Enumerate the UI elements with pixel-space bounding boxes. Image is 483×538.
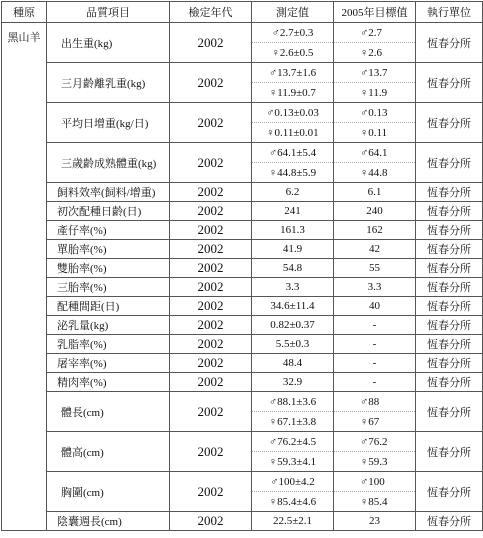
table-row	[2, 23, 483, 63]
target-cell: 55	[334, 259, 416, 278]
value-cell	[252, 103, 334, 143]
table-row	[2, 143, 483, 183]
table-row	[2, 259, 483, 278]
value-cell	[252, 392, 334, 432]
year-cell: 2002	[170, 259, 252, 278]
female-value: ♀67.1±3.8	[268, 415, 317, 428]
item-cell: 平均日增重(kg/日)	[47, 103, 170, 143]
male-value: ♂100±4.2	[252, 472, 333, 492]
value-cell	[252, 63, 334, 103]
item-cell: 產仔率(%)	[47, 221, 170, 240]
item-cell: 初次配種日齡(日)	[47, 202, 170, 221]
female-value: ♀44.8±5.9	[268, 166, 317, 179]
unit-cell: 恆春分所	[416, 373, 483, 392]
year-cell: 2002	[170, 316, 252, 335]
year-cell: 2002	[170, 240, 252, 259]
item-cell: 三胎率(%)	[47, 278, 170, 297]
male-target: ♂100	[334, 472, 415, 492]
value-cell	[252, 23, 334, 63]
item-cell: 三歲齡成熟體重(kg)	[47, 143, 170, 183]
table-row	[2, 103, 483, 143]
table-row	[2, 316, 483, 335]
item-cell: 體高(cm)	[47, 432, 170, 472]
year-cell: 2002	[170, 23, 252, 63]
year-cell: 2002	[170, 472, 252, 512]
table-row	[2, 297, 483, 316]
table-row	[2, 392, 483, 432]
unit-cell: 恆春分所	[416, 316, 483, 335]
item-cell: 雙胎率(%)	[47, 259, 170, 278]
value-cell: 34.6±11.4	[252, 297, 334, 316]
header-breed: 種原	[2, 2, 47, 23]
male-target: ♂2.7	[334, 23, 415, 43]
year-cell: 2002	[170, 143, 252, 183]
table-row	[2, 354, 483, 373]
goat-quality-table	[1, 1, 483, 531]
table-row	[2, 278, 483, 297]
unit-cell: 恆春分所	[416, 354, 483, 373]
unit-cell: 恆春分所	[416, 183, 483, 202]
unit-cell: 恆春分所	[416, 63, 483, 103]
target-cell	[334, 63, 416, 103]
item-cell: 屠宰率(%)	[47, 354, 170, 373]
male-target: ♂13.7	[334, 63, 415, 83]
target-cell: 162	[334, 221, 416, 240]
target-cell: 40	[334, 297, 416, 316]
value-cell: 0.82±0.37	[252, 316, 334, 335]
unit-cell: 恆春分所	[416, 221, 483, 240]
year-cell: 2002	[170, 297, 252, 316]
target-cell: 240	[334, 202, 416, 221]
value-cell: 3.3	[252, 278, 334, 297]
header-item: 品質項目	[47, 2, 170, 23]
male-target: ♂88	[334, 392, 415, 412]
year-cell: 2002	[170, 512, 252, 531]
item-cell: 體長(cm)	[47, 392, 170, 432]
item-cell: 陰囊週長(cm)	[47, 512, 170, 531]
target-cell: 6.1	[334, 183, 416, 202]
unit-cell: 恆春分所	[416, 240, 483, 259]
item-cell: 精肉率(%)	[47, 373, 170, 392]
unit-cell: 恆春分所	[416, 202, 483, 221]
male-value: ♂0.13±0.03	[252, 103, 333, 123]
female-value: ♀2.6±0.5	[271, 46, 314, 59]
item-cell: 胸圍(cm)	[47, 472, 170, 512]
table-row	[2, 202, 483, 221]
value-cell	[252, 472, 334, 512]
item-cell: 單胎率(%)	[47, 240, 170, 259]
value-cell: 161.3	[252, 221, 334, 240]
female-value: ♀0.11±0.01	[266, 126, 319, 139]
male-value: ♂2.7±0.3	[252, 23, 333, 43]
value-cell	[252, 432, 334, 472]
value-cell: 48.4	[252, 354, 334, 373]
female-target: ♀0.11	[360, 126, 388, 139]
unit-cell: 恆春分所	[416, 512, 483, 531]
year-cell: 2002	[170, 354, 252, 373]
target-cell: 42	[334, 240, 416, 259]
value-cell: 241	[252, 202, 334, 221]
value-cell	[252, 143, 334, 183]
unit-cell: 恆春分所	[416, 297, 483, 316]
value-cell: 22.5±2.1	[252, 512, 334, 531]
item-cell: 泌乳量(kg)	[47, 316, 170, 335]
target-cell: -	[334, 373, 416, 392]
female-value: ♀11.9±0.7	[269, 86, 316, 99]
year-cell: 2002	[170, 221, 252, 240]
table-row	[2, 432, 483, 472]
unit-cell: 恆春分所	[416, 259, 483, 278]
year-cell: 2002	[170, 63, 252, 103]
item-cell: 出生重(kg)	[47, 23, 170, 63]
target-cell: -	[334, 316, 416, 335]
value-cell: 41.9	[252, 240, 334, 259]
year-cell: 2002	[170, 202, 252, 221]
female-target: ♀67	[360, 415, 380, 428]
female-value: ♀59.3±4.1	[268, 455, 317, 468]
target-cell: 3.3	[334, 278, 416, 297]
header-unit: 執行單位	[416, 2, 483, 23]
value-cell: 54.8	[252, 259, 334, 278]
male-target: ♂64.1	[334, 143, 415, 163]
unit-cell: 恆春分所	[416, 335, 483, 354]
target-cell: -	[334, 354, 416, 373]
unit-cell: 恆春分所	[416, 143, 483, 183]
breed-cell: 黑山羊	[2, 23, 47, 531]
female-value: ♀85.4±4.6	[268, 495, 317, 508]
table-row	[2, 240, 483, 259]
unit-cell: 恆春分所	[416, 23, 483, 63]
year-cell: 2002	[170, 392, 252, 432]
female-target: ♀2.6	[360, 46, 382, 59]
male-target: ♂76.2	[334, 432, 415, 452]
item-cell: 配種間距(日)	[47, 297, 170, 316]
target-cell	[334, 432, 416, 472]
target-cell	[334, 392, 416, 432]
target-cell	[334, 143, 416, 183]
unit-cell: 恆春分所	[416, 392, 483, 432]
value-cell: 32.9	[252, 373, 334, 392]
unit-cell: 恆春分所	[416, 432, 483, 472]
table-row	[2, 373, 483, 392]
male-value: ♂88.1±3.6	[252, 392, 333, 412]
male-target: ♂0.13	[334, 103, 415, 123]
table-row	[2, 183, 483, 202]
year-cell: 2002	[170, 432, 252, 472]
item-cell: 乳脂率(%)	[47, 335, 170, 354]
target-cell	[334, 103, 416, 143]
target-cell	[334, 23, 416, 63]
male-value: ♂76.2±4.5	[252, 432, 333, 452]
target-cell: -	[334, 335, 416, 354]
table-body	[2, 23, 483, 531]
header-year: 檢定年代	[170, 2, 252, 23]
table-row	[2, 512, 483, 531]
item-cell: 三月齡離乳重(kg)	[47, 63, 170, 103]
header-value: 測定值	[252, 2, 334, 23]
female-target: ♀85.4	[360, 495, 388, 508]
header-row	[2, 2, 483, 23]
male-value: ♂64.1±5.4	[252, 143, 333, 163]
unit-cell: 恆春分所	[416, 103, 483, 143]
male-value: ♂13.7±1.6	[252, 63, 333, 83]
value-cell: 5.5±0.3	[252, 335, 334, 354]
value-cell: 6.2	[252, 183, 334, 202]
table-row	[2, 472, 483, 512]
table-row	[2, 221, 483, 240]
year-cell: 2002	[170, 183, 252, 202]
year-cell: 2002	[170, 103, 252, 143]
female-target: ♀44.8	[360, 166, 388, 179]
year-cell: 2002	[170, 373, 252, 392]
target-cell	[334, 472, 416, 512]
table-row	[2, 63, 483, 103]
unit-cell: 恆春分所	[416, 472, 483, 512]
female-target: ♀59.3	[360, 455, 388, 468]
female-target: ♀11.9	[360, 86, 388, 99]
target-cell: 23	[334, 512, 416, 531]
table-row	[2, 335, 483, 354]
year-cell: 2002	[170, 335, 252, 354]
item-cell: 飼料效率(飼料/增重)	[47, 183, 170, 202]
unit-cell: 恆春分所	[416, 278, 483, 297]
year-cell: 2002	[170, 278, 252, 297]
header-target: 2005年目標值	[334, 2, 416, 23]
